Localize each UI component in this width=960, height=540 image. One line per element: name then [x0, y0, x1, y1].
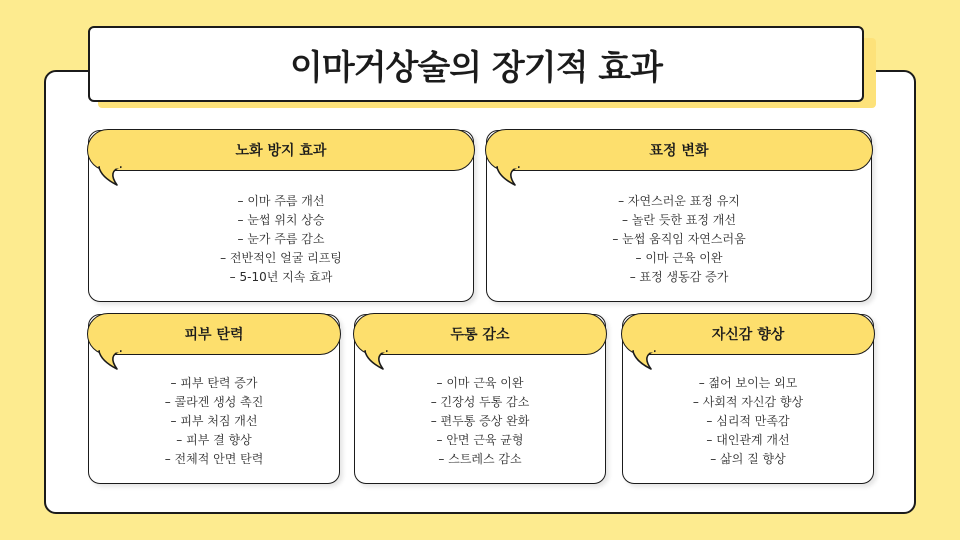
list-item: – 눈가 주름 감소 [237, 232, 325, 246]
card-title: 표정 변화 [649, 143, 709, 159]
card-anti-aging [88, 130, 474, 302]
card-title: 자신감 향상 [711, 327, 785, 343]
list-item: – 눈썹 위치 상승 [237, 213, 325, 227]
list-item: – 이마 근육 이완 [436, 376, 524, 390]
speech-tail-icon [97, 351, 121, 369]
list-item: – 콜라겐 생성 촉진 [164, 395, 264, 409]
list-item: – 자연스러운 표정 유지 [618, 194, 740, 208]
list-item: – 사회적 자신감 향상 [692, 395, 804, 409]
list-item: – 눈썹 움직임 자연스러움 [612, 232, 746, 246]
title-box [88, 26, 864, 102]
card-header-bubble [485, 129, 873, 171]
card-header-bubble [621, 313, 875, 355]
card-item-list [623, 374, 873, 469]
list-item: – 피부 결 향상 [176, 433, 252, 447]
list-item: – 대인관계 개선 [706, 433, 790, 447]
card-header-bubble [87, 313, 341, 355]
list-item: – 삶의 질 향상 [710, 452, 786, 466]
card-item-list [487, 192, 871, 287]
card-title: 노화 방지 효과 [235, 143, 327, 159]
list-item: – 놀란 듯한 표정 개선 [622, 213, 736, 227]
card-item-list [355, 374, 605, 469]
list-item: – 편두통 증상 완화 [430, 414, 530, 428]
speech-tail-icon [97, 167, 121, 185]
card-item-list [89, 192, 473, 287]
card-item-list [89, 374, 339, 469]
list-item: – 5-10년 지속 효과 [229, 270, 333, 284]
list-item: – 젊어 보이는 외모 [698, 376, 798, 390]
card-title: 두통 감소 [450, 327, 510, 343]
list-item: – 표정 생동감 증가 [629, 270, 729, 284]
card-header-bubble [353, 313, 607, 355]
list-item: – 스트레스 감소 [438, 452, 522, 466]
card-confidence-boost [622, 314, 874, 484]
list-item: – 안면 근육 균형 [436, 433, 524, 447]
speech-tail-icon [363, 351, 387, 369]
card-skin-elasticity [88, 314, 340, 484]
card-title: 피부 탄력 [184, 327, 244, 343]
list-item: – 피부 처짐 개선 [170, 414, 258, 428]
speech-tail-icon [495, 167, 519, 185]
list-item: – 긴장성 두통 감소 [430, 395, 530, 409]
list-item: – 전체적 안면 탄력 [164, 452, 264, 466]
card-header-bubble [87, 129, 475, 171]
speech-tail-icon [631, 351, 655, 369]
list-item: – 이마 주름 개선 [237, 194, 325, 208]
list-item: – 전반적인 얼굴 리프팅 [220, 251, 342, 265]
card-headache-reduction [354, 314, 606, 484]
card-expression-change [486, 130, 872, 302]
list-item: – 심리적 만족감 [706, 414, 790, 428]
list-item: – 이마 근육 이완 [635, 251, 723, 265]
list-item: – 피부 탄력 증가 [170, 376, 258, 390]
page-title: 이마거상술의 장기적 효과 [290, 47, 662, 88]
